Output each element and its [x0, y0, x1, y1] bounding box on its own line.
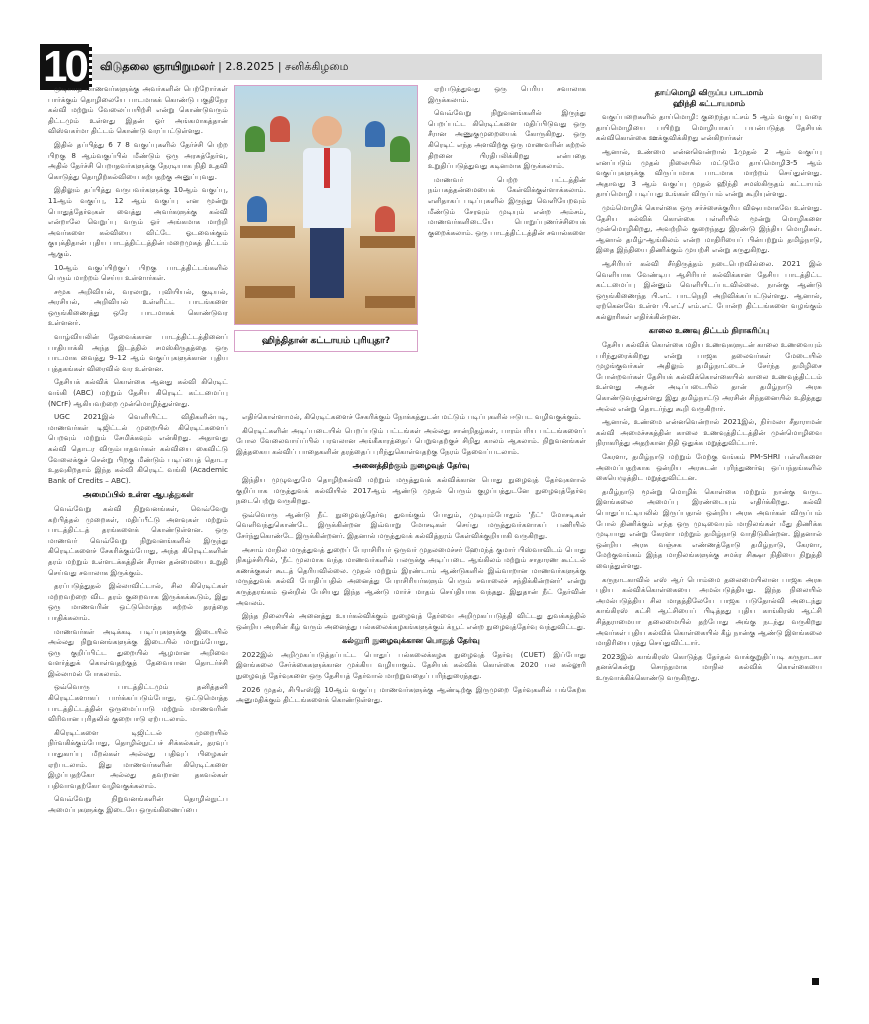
paragraph: 2023இல் காங்கிரஸ் கொடுத்த தேர்தல் வாக்குறுதிப்படி கருநாடகா தனக்கென்று சொந்தமாக மாநில கல்விக் கொள்கையை உருவாக்கிக்கொண்டு வருகிறது.: [596, 651, 822, 682]
paragraph: தேசியக் கல்விக் கொள்கை ஆனது கல்வி கிரெடிட் வங்கி (ABC) மற்றும் தேசிய கிரெடிட் கட்டமைப்பு (NCrF) ஆகியவற்றை முன்மொழிந்துள்ளது.: [48, 377, 228, 408]
section-heading: அனைத்திற்கும் நுழைவுத் தேர்வு: [352, 461, 470, 471]
paragraph: சமூக அறிவியல், வரலாறு, புவியியல், குடியல், அரசியல், அறிவியல் உள்ளிட்ட பாடங்களை ஒருங்கிணைத்து ஒரே பாடமாகக் கொண்டுவர உள்ளனர்.: [48, 286, 228, 328]
paragraph: எதிர்கொள்ளாமல், கிரெடிட்களைச் சேகரிக்கும் நோக்கத்துடன் மட்டும் படிப்புகளில் ஈடுபட வழிவகுக்கும்.: [242, 412, 582, 421]
paragraph: இதில் தப்பித்து 6 7 8 வகுப்புகளில் தேர்ச்சி பெற்ற பிறகு 8 ஆம்வகுப்பில் மீண்டும் ஒரு அரசுத்தேர்வு, அதில் தேர்ச்சி பெறாதவர்களுக்கு நேரடியாக நிதி உதவி கொடுத்து தொழிற்கல்வியை கற்பதற்கு அனுப்புவது.: [48, 139, 228, 181]
paragraph: வெவ்வேறு கல்வி நிறுவனங்கள், வெவ்வேறு கற்பித்தல் முறைகள், மதிப்பீட்டு அளவுகள் மற்றும் பாடத்திட்டத் தரங்களைக் கொண்டுள்ளன. ஒரு மாணவர் வெவ்வேறு நிறுவனங்களில் இருந்து கிரெடிட்களைச் சேகரிக்கும்போது, அந்த கிரெடிட்களின் தரம் மற்றும் உள்ளடக்கத்தின் சீரான தன்மையை உறுதி செய்வது சவாலாக இருக்கும்.: [48, 503, 228, 577]
page-number: 10: [40, 44, 92, 90]
teacher-figure: [301, 116, 353, 306]
paragraph: தமிழ்நாடு மூன்று மொழிக் கொள்கை மற்றும் நான்கு வருட இளங்கலை அமைப்பு இரண்டையும் எதிர்க்கிறது. கல்வி பொதுப்பட்டியலில் இருப்பதால் ஒன்றிய அரசு அவர்கள் விருப்பம் போல் திணிக்கும் எந்த ஒரு முடிவையும் மாநிலங்கள் மீது திணிக்க முடியாது என்று கேரளா மற்றும் தமிழ்நாடு வாதிடுகின்றன. இதனால் ஒன்றிய அரசு வஞ்சக எண்ணத்தோடு தமிழ்நாடு, கேரளா, மேற்குவங்கம் இந்த மாநிலங்களுக்கு சமக்ர சிக்ஷா நிதியை நிறுத்தி வைத்துள்ளது.: [596, 486, 822, 570]
end-mark: [812, 978, 819, 985]
image-caption: ஹிந்திதான் கட்டாயம் புரியுதா?: [234, 330, 418, 352]
paper-name: விடுதலை ஞாயிறுமலர்: [100, 60, 215, 73]
paragraph: ஏற்படுத்துவது ஒரு பெரிய சவாலாக இருக்கலாம்.: [428, 84, 586, 104]
paragraph: வகுப்பறைகளில் தாய்மொழி: குறைந்தபட்சம் 5 ஆம் வகுப்பு வரை தாய்மொழியை பயிற்று மொழியாகப் பயன்படுத்த தேசியக் கல்விகொள்கை ஊக்குவிக்கிறது என்கிறார்கள்: [596, 112, 822, 143]
paragraph: வெவ்வேறு நிறுவனங்களில் இருந்து பெறப்பட்ட கிரெடிட்களை மதிப்பிடுவது ஒரு சீரான அணுகுமுறையைக் கோருகிறது. ஒரு கிரெடிட் எந்த அளவிற்கு ஒரு மாணவரின் கற்றல் திறனை பிரதிபலிக்கிறது என்பதை உறுதிப்படுத்துவது கடினமாக இருக்கலாம்.: [428, 108, 586, 171]
section-heading: காலை உணவு திட்டம் நிராகரிப்பு: [648, 326, 770, 336]
paragraph: இந்திய முழுவதுமே தொழிற்கல்வி மற்றும் மருத்துவக் கல்விக்கான பொது நுழைவுத் தேர்வுகளால் குறிப்பாக மருத்துவக் கல்வியில் 2017ஆம் ஆண்டு முதல் பெரும் குழப்பத்துடனே நுழைவுத்தேர்வு நடைபெற்று வருகிறது.: [236, 474, 586, 506]
paragraph: ஒவ்வொரு பாடத்திட்டமும் தனித்தனி கிரெடிட்களாகப் பார்க்கப்படும்போது, ஒட்டுமொத்த பாடத்திட்டத்தின் ஒருமைப்பாடு மற்றும் மாணவரின் விரிவான புரிதலில் குறைபாடு ஏற்படலாம்.: [48, 682, 228, 724]
issue-day: சனிக்கிழமை: [285, 60, 349, 73]
paragraph: ஆனால், உண்மை என்னவென்றால் 2021இல், நிர்மலா சீதாராமன் கல்வி அமைச்சகத்தின் காலை உணவுத்திட்டத்தின் முன்மொழிவை நிராகரித்து அதற்கான நிதி ஒதுக்க மறுத்துவிட்டார்.: [596, 417, 822, 448]
paragraph: கிரெடிட்களின் அடிப்படையில் பெறப்படும் பட்டங்கள் அல்லது சான்றிதழ்கள், பாரம்பரிய பட்டங்களைப் போல வேலைவாய்ப்பில் பரவலான அங்கீகாரத்தைப் பெறுவதற்குச் சிறிது காலம் ஆகலாம். நிறுவனங்கள் இத்தகைய கல்விப் பாதைகளின் தரத்தைப் புரிந்துகொள்வதற்கு நேரம் தேவைப்படலாம்.: [236, 425, 586, 456]
paragraph: மும்மொழிக் கொள்கை ஒரு சர்ச்சைக்குரிய விஷயமாகவே உள்ளது. தேசிய கல்விக் கொள்கை பள்ளியில் மூன்று மொழிகளை முன்மொழிகிறது, அவற்றில் குறைந்தது இரண்டு இந்திய மொழிகள். ஆனால் தமிழ்-ஆங்கிலம் என்ற மாதிரியைப் பின்பற்றும் தமிழ்நாடு, இதை இந்தியை திணிக்கும் முயற்சி என்று கருதுகிறது.: [596, 202, 822, 255]
paragraph: மாணவர்கள் அடிக்கடி படிப்புகளுக்கு இடையில் அல்லது நிறுவனங்களுக்கு இடையில் மாறும்போது, ஒரு குறிப்பிட்ட துறையில் ஆழமான அறிவை வளர்த்துக் கொள்வதற்குத் தேவையான தொடர்ச்சி இல்லாமல் போகலாம்.: [48, 626, 228, 678]
paragraph: மாணவர் பெற்ற பட்டத்தின் நம்பகத்தன்மையைக் கேள்விக்குள்ளாக்கலாம். எளிதாகப் படிப்புகளில் இருந்து வெளியேறவும் மீண்டும் சேரவும் முடியும் என்ற அம்சம், மாணவர்களிடையே பொறுப்புணர்ச்சியைக் குறைக்கலாம். ஒரு பாடத்திட்டத்தின் சவால்களை: [428, 174, 586, 237]
paragraph: ஆனால், உண்மை என்னவென்றால் 1முதல் 2 ஆம் வகுப்பு எனப்படும் முதல் நிலையில் மட்டுமே தாய்மொழி3-5 ஆம் வகுப்புகளுக்கு விருப்பமாக பாடமாக மாற்றம் செய்துள்ளது. அதாவது 3 ஆம் வகுப்பு முதல் ஹிந்தி சமஸ்கிருதம் கட்டாயம் தாய்மொழி படிப்பது உங்கள் விருப்பம் என்று கூறியுள்ளது.: [596, 146, 822, 199]
section-heading: அமைப்பில் உள்ள ஆபத்துகள்: [82, 490, 194, 500]
paragraph: வாழ்வியலின் தேவைக்கான பாடத்திட்டத்தினைப் பாதியாக்கி அந்த இடத்தில் சமஸ்கிருதத்தை ஒரு பாடமாக வைத்து 9–12 ஆம் வகுப்புகளுக்கான புதிய புத்தகங்கள் விரைவில் வர உள்ளன.: [48, 332, 228, 373]
paragraph: ஆசிரியர் கல்வி சீர்திருத்தம் நடைபெறவில்லை. 2021 இல் வெளியாக வேண்டிய ஆசிரியர் கல்விக்கான தேசிய பாடத்திட்ட கட்டமைப்பு இன்னும் வெளியிடப்படவில்லை. நான்கு ஆண்டு ஒருங்கிணைந்த பி.எட் பாடநெறி அறிவிக்கப்பட்டுள்ளது. ஆனால், ஏற்கெனவே உள்ள பி.எட்/ எம்.எட் போன்ற திட்டங்களை வழங்கும் கல்லூரிகள் எதிர்க்கின்றன.: [596, 258, 822, 321]
paragraph: ஒவ்வொரு ஆண்டு நீட் நுழைவுத்தேர்வு துவங்கும் போதும், முடியும்போதும் 'நீட்' மோசடிகள் வெளிவந்துகொண்டே இருக்கின்றன இவ்வாறு மோசடிகள் செய்து மருத்துவர்களாகப் பணியில் சேர்ந்துகொண்டே இருக்கின்றனர். இதனால் மருத்துவக் கல்வித்தரம் கேள்விக்குறியாகி வருகிறது.: [236, 509, 586, 540]
paragraph: தேசிய கல்விக் கொள்கை மதிய உணவுகளுடன் காலை உணவையும் பரிந்துரைக்கிறது என்று பாஜக தலைவர்கள் மேடையில் முழங்குவர்கள் அதிலும் தமிழ்நாட்டைச் சேர்ந்த தமிழிசை போன்றவர்கள் தேசியக் கல்விக்கொள்கையில் காலை உணவுத்திட்டம் உள்ளது அதன் அடிப்படையில் தான் தமிழ்நாடு அரசு கொண்டுவந்துள்ளது இது தமிழ்நாட்டு அரசின் சிந்தனையில் உதித்தது அல்ல என்று தொடர்ந்து கூறி வருகிறார்.: [596, 340, 822, 413]
paragraph: முடியாத மாணவர்களுக்கு அவர்களின் பெற்றோர்கள் பார்க்கும் தொழிலையே பாடமாகக் கொண்டு பகுதிநேர கல்வி மற்றும் வேலைப்பயிற்சி என்று கொண்டுவரும் திட்டமும் உள்ளது இதன் ஓர் அங்கமாகத்தான் விஸ்வகர்மா திட்டம் கொண்டு வரப்பட்டுள்ளது.: [48, 84, 228, 136]
paragraph: 2022இல் அறிமுகப்படுத்தப்பட்ட பொதுப் பல்கலைக்கழக நுழைவுத் தேர்வு (CUET) இப்போது இளங்கலை சேர்க்கைகளுக்கான முக்கிய வழியாகும். தேசியக் கல்விக் கொள்கை 2020 பல கல்லூரி நுழைவுத் தேர்வுகளை ஒரு தேசியத் தேர்வால் மாற்றுவதைப் பரிந்துரைத்தது.: [236, 649, 586, 681]
column-3: [596, 84, 822, 686]
paragraph: வெவ்வேறு நிறுவனங்களின் தொழில்நுட்ப அமைப்புகளுக்கு இடையே ஒருங்கிணைப்பை: [48, 794, 228, 814]
masthead: விடுதலை ஞாயிறுமலர் | 2.8.2025 | சனிக்கிழமை: [100, 60, 349, 73]
paragraph: 10ஆம் வகுப்பிற்குப் பிறகு பாடத்திட்டங்களில் பெரும் மாற்றம் செய்ய உள்ளார்கள்.: [48, 262, 228, 283]
paragraph: UGC 2021இல் வெளியிட்ட விதிகளின்படி, மாணவர்கள் டிஜிட்டல் முறையில் கிரெடிட்களைப் பெறவும் மற்றும் சேமிக்கவும் என்கிறது. அதாவது கல்வி தொடர விரும்பாதவர்கள் கல்வியை கைவிட்டு வேலைக்குச் சென்று பிறகு மீண்டும் படிப்பைத் தொடர உதவுகிறதாம் இந்த கல்வி கிரெடிட் வங்கி (Academic Bank of Credits – ABC).: [48, 412, 228, 485]
column-1: [48, 84, 228, 819]
paragraph: கேரளா, தமிழ்நாடு மற்றும் மேற்கு வங்கம் PM-SHRI பள்ளிகளை அமைப்பதற்காக ஒன்றிய அரசுடன் புரிந்துணர்வு ஒப்பந்தங்களில் கையெழுத்திட மறுத்துவிட்டன.: [596, 452, 822, 483]
paragraph: தரப்படுத்துதல் இல்லாவிட்டால், சில கிரெடிட்கள் மற்றவற்றை விட தரம் குறைவாக இருக்கக்கூடும், இது ஒரு மாணவரின் ஒட்டுமொத்த கற்றல் தரத்தை பாதிக்கலாம்.: [48, 581, 228, 622]
paragraph: 2026 முதல், சிபிஎஸ்இ 10ஆம் வகுப்பு மாணவர்களுக்கு ஆண்டிற்கு இருமுறை தேர்வுகளில் பங்கேற்க அனுமதிக்கும் திட்டங்களைக் கொண்டுள்ளது.: [236, 684, 586, 705]
section-heading: கல்லூரி நுழைவுக்கான பொதுத் தேர்வு: [342, 636, 480, 646]
issue-date: 2.8.2025: [225, 60, 275, 73]
cartoon-image: [234, 85, 418, 325]
paragraph: இந்த நிலையில் அனைத்து உயர்கல்விக்கும் நுழைவுத் தேர்வை அறிமுகப்படுத்தி விட்டது துவக்கத்தில் ஒன்றிய அரசின் கீழ் வரும் அனைத்து பல்கலைக்கழகங்களுக்கும் க்யூட் என்ற நுழைவுத்தேர்வு வந்துவிட்டது.: [236, 611, 586, 631]
paragraph: இதிலும் தப்பித்து வருபவர்களுக்கு 10ஆம் வகுப்பு, 11ஆம் வகுப்பு, 12 ஆம் வகுப்பு என மூன்று பொதுத்தேர்வுகள் வைத்து அவர்களுக்கு கல்வி என்றாலே வெறுப்பு வரும் ஓர் அங்கமாக மாற்றி அவர்களை கல்வியை விட்டே ஓடவைக்கும் குயுக்திதான் புதிய பாடத்திட்டத்தின் மறைமுகத் திட்டம் ஆகும்.: [48, 185, 228, 258]
paragraph: கருநாடகாவில் எஸ் ஆர் பொம்மை தலைமையிலான பாஜக அரசு புதிய கல்விக்கொள்கையை அமல்படுத்தியது. இந்த நிலையில் அமல்படுத்திய சில மாதத்திலேயே பாஜக படுதோல்வி அடைந்து காங்கிரஸ் கட்சி ஆட்சியைப் பிடித்தது புதிய காங்கிரஸ் ஆட்சி சித்தராமையா தலைமையில் தற்போது அங்கு நடந்து வருகிறது அவர்கள் புதிய கல்விக் கொள்கையில் கீழ் நான்கு ஆண்டு இளங்கலை மாதிரியை ரத்து செய்துவிட்டார்.: [596, 574, 822, 648]
column-2: [236, 412, 586, 709]
paragraph: கிரெடிட்களை டிஜிட்டல் முறையில் நிர்வகிக்கும்போது, தொழில்நுட்பச் சிக்கல்கள், தரவுப் பாதுகாப்பு மீறல்கள் அல்லது பதிவுப் பிழைகள் ஏற்படலாம். இது மாணவர்களின் கிரெடிட்களை இழப்பதற்கோ அல்லது தவறான தகவல்கள் பதிவாவதற்கோ வழிவகுக்கலாம்.: [48, 727, 228, 790]
section-heading: தாய்மொழி விருப்ப பாடமாம் ஹிந்தி கட்டாயமாம்: [654, 88, 764, 108]
column-2-top: [428, 84, 586, 241]
paragraph: அசாம் மாநில மருத்துவத் துறைப் பேராசிரியர் ஒருவர் முதலமைச்சர் ஹேமந்த் குமார் பிஸ்வாவிடம் பொது நிகழ்ச்சியில், 'நீட் முலமாக வந்த மாணவர்களில் பலருக்கு அடிப்படை ஆங்கிலம் மற்றும் சாதாரண கூட்டல் கணக்குகள் கூடத் தெரியவில்லை. முதல் மற்றும் இரண்டாம் ஆண்டுகளில் இவ்வாறான மாணவர்களுக்கு மருத்துவக் கல்வி போதிப்பதில் அனைத்து பேராசிரியர்களும் பெரும் சவாலைச் சந்திக்கின்றனர்' என்று கருத்தரங்கம் ஒன்றில் பேசியது இந்த ஆண்டு மார்ச் மாதம் செய்தியாக வந்தது. இதுதான் நீட் தேர்வின் அவலம்.: [236, 544, 586, 607]
